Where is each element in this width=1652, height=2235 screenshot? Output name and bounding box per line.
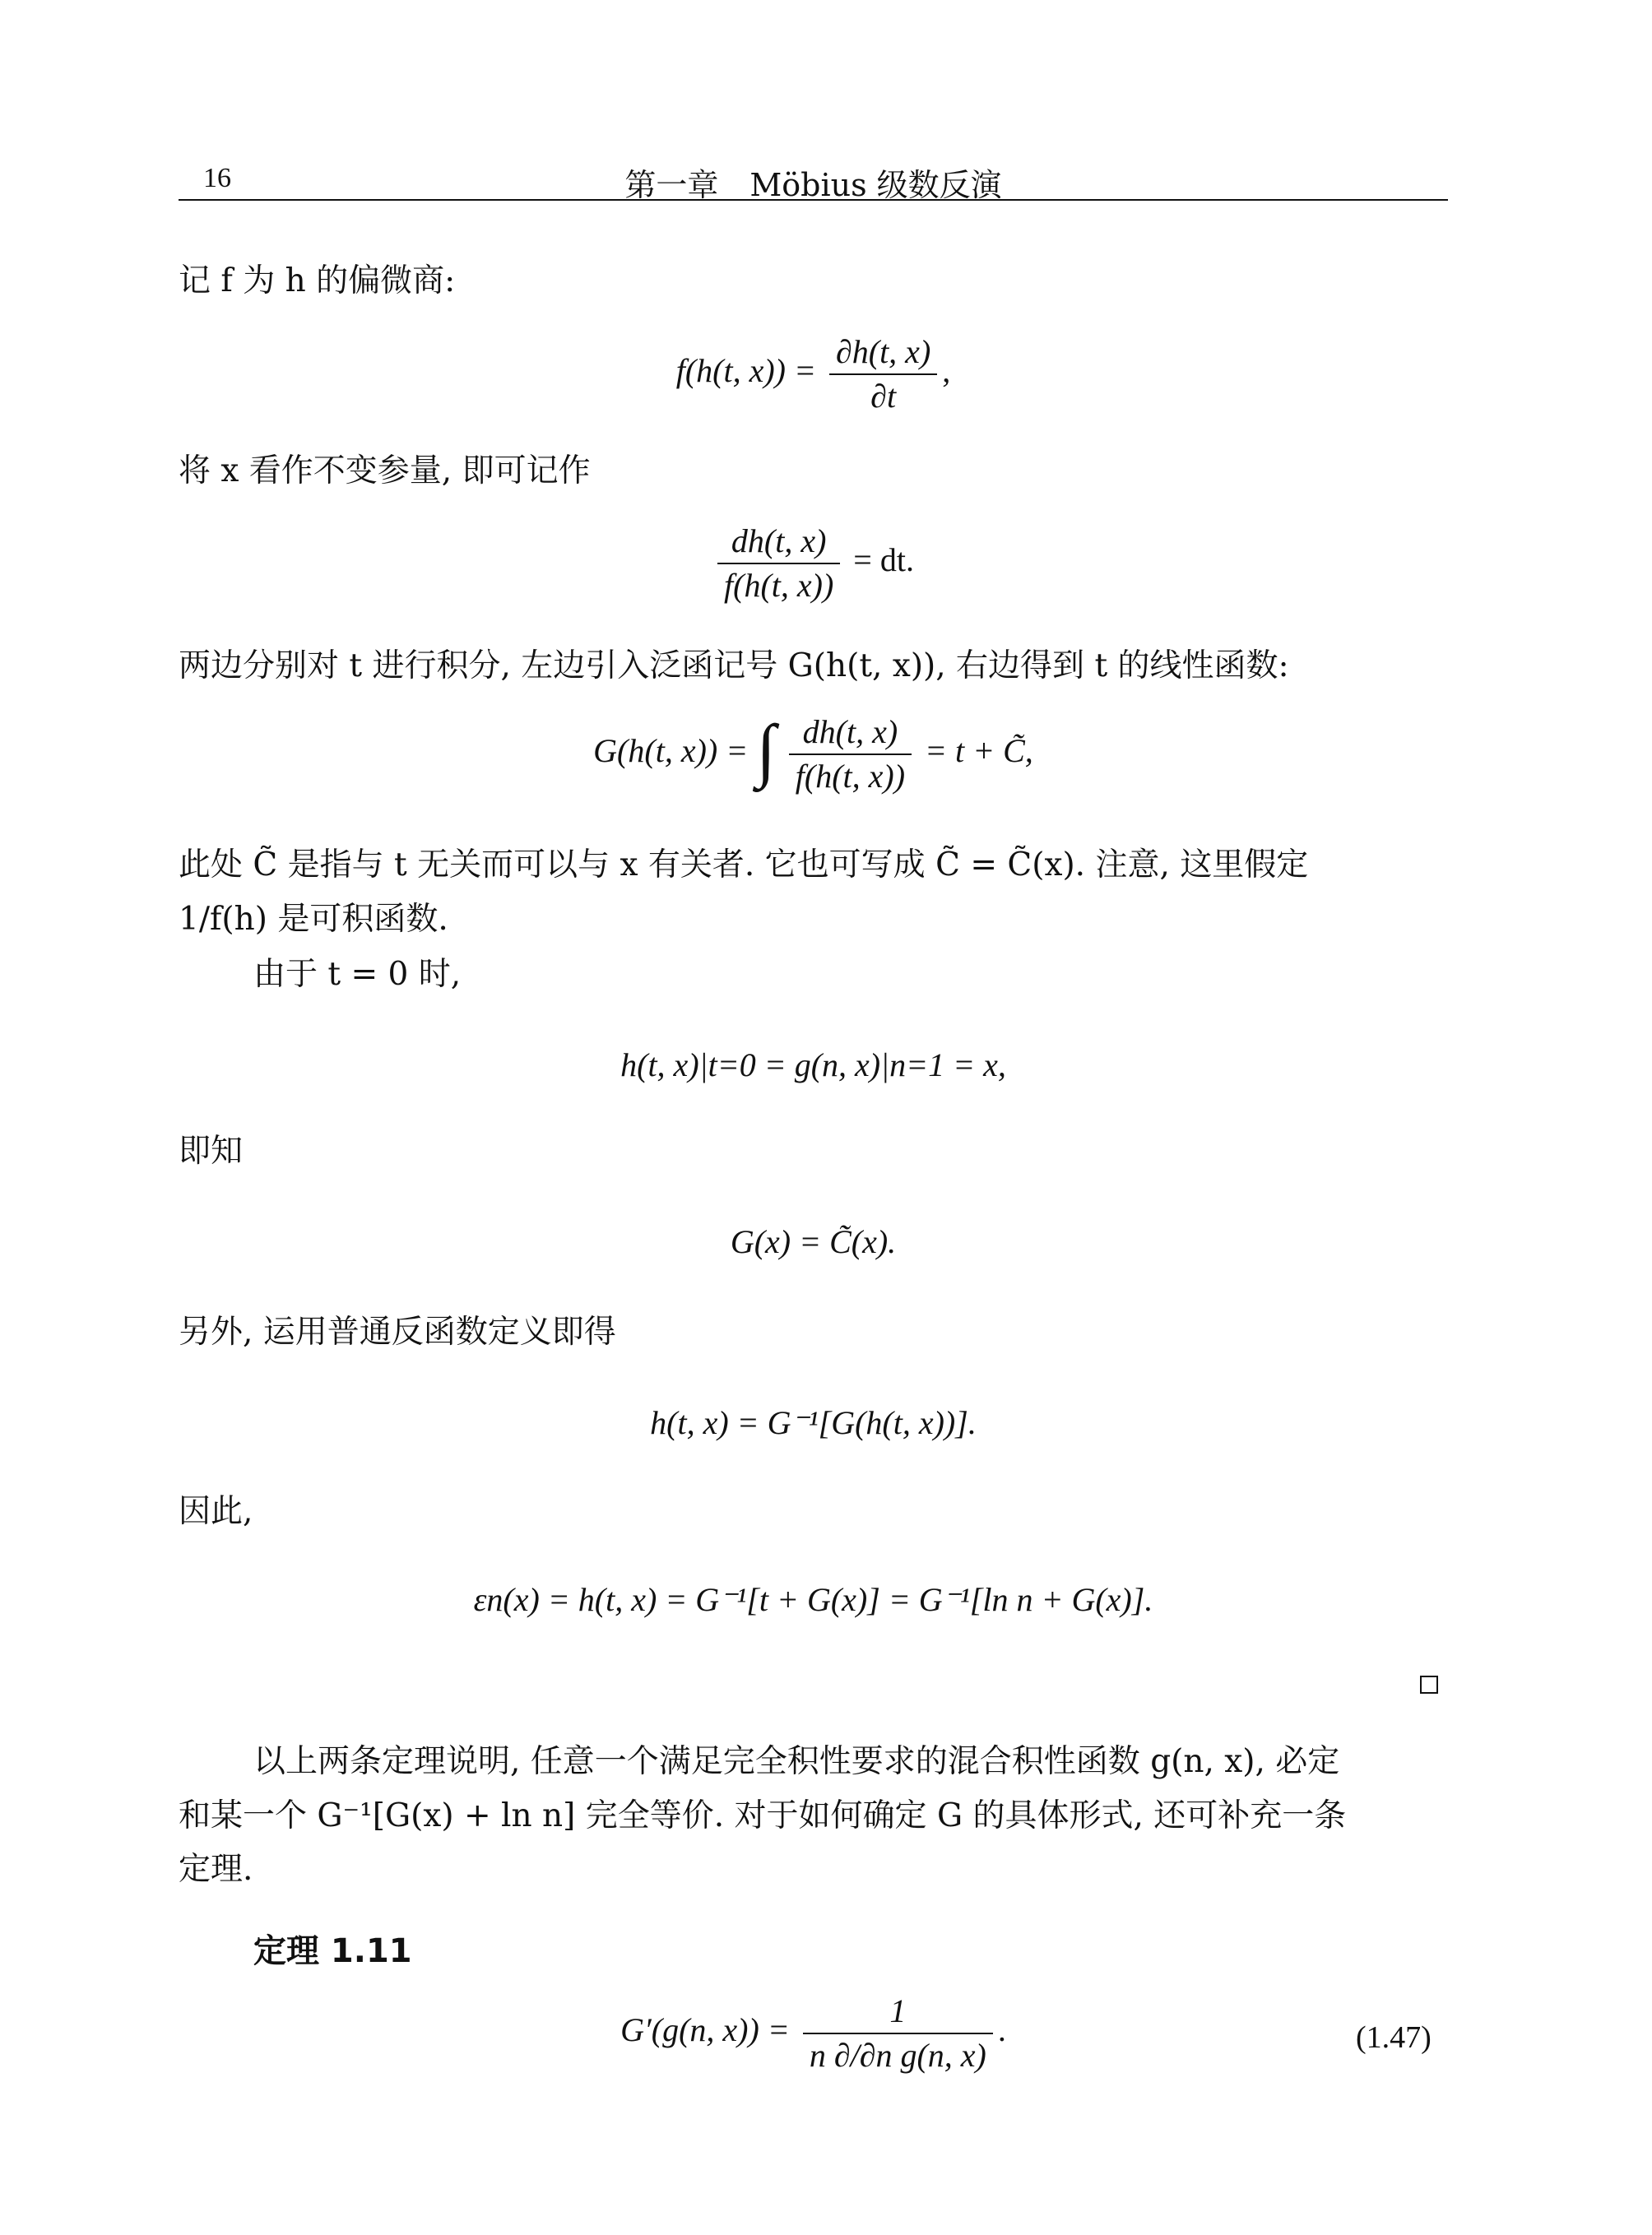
fraction-denominator: f(h(t, x)) bbox=[724, 567, 834, 604]
eq-tail: , bbox=[942, 352, 951, 390]
fraction-numerator: ∂h(t, x) bbox=[829, 336, 937, 375]
text-line: 即知 bbox=[179, 1133, 244, 1170]
integral-sign: ∫ bbox=[756, 710, 776, 789]
fraction bbox=[789, 713, 912, 795]
equation-initial-condition: h(t, x)|t=0 = g(n, x)|n=1 = x, bbox=[620, 1046, 1006, 1083]
text-line: 因此, bbox=[179, 1493, 253, 1530]
page-number: 16 bbox=[203, 163, 231, 193]
equation-epsilon: εn(x) = h(t, x) = G⁻¹[t + G(x)] = G⁻¹[ln n + G(x)]. bbox=[473, 1581, 1153, 1618]
fraction-numerator: 1 bbox=[803, 1995, 993, 2034]
fraction-denominator: n ∂/∂n g(n, x) bbox=[809, 2037, 986, 2074]
chapter-title: 第一章 Möbius 级数反演 bbox=[624, 167, 1002, 203]
text-line: 两边分别对 t 进行积分, 左边引入泛函记号 G(h(t, x)), 右边得到 t 的线性函数: bbox=[179, 647, 1289, 684]
header-rule bbox=[179, 199, 1448, 201]
eq-lhs: f(h(t, x)) = bbox=[675, 352, 816, 390]
text-line: 由于 t = 0 时, bbox=[253, 956, 462, 993]
fraction-numerator: dh(t, x) bbox=[717, 525, 840, 564]
eq-tail: = dt. bbox=[853, 541, 914, 579]
text-line: 1/f(h) 是可积函数. bbox=[179, 901, 448, 938]
equation-gx: G(x) = C̃(x). bbox=[730, 1223, 897, 1260]
paragraph-line: 以上两条定理说明, 任意一个满足完全积性要求的混合积性函数 g(n, x), 必定 bbox=[253, 1743, 1340, 1780]
fraction bbox=[717, 522, 840, 604]
paragraph-line: 和某一个 G⁻¹[G(x) + ln n] 完全等价. 对于如何确定 G 的具体形式, 还可补充一条 bbox=[179, 1797, 1347, 1834]
equation-inverse: h(t, x) = G⁻¹[G(h(t, x))]. bbox=[650, 1404, 977, 1441]
equation-differential bbox=[179, 522, 1448, 604]
eq-lhs: G′(g(n, x)) = bbox=[620, 2011, 790, 2049]
eq-tail: = t + C̃, bbox=[925, 732, 1033, 770]
equation-1-47 bbox=[179, 1992, 1448, 2074]
fraction-numerator: dh(t, x) bbox=[789, 716, 912, 755]
fraction bbox=[829, 333, 937, 415]
fraction-denominator: f(h(t, x)) bbox=[795, 758, 906, 795]
text-line: 此处 C̃ 是指与 t 无关而可以与 x 有关者. 它也可写成 C̃ = C̃(x). 注意, 这里假定 bbox=[179, 846, 1309, 883]
eq-lhs: G(h(t, x)) = bbox=[593, 732, 749, 770]
equation-integral bbox=[179, 710, 1448, 795]
qed-box bbox=[1420, 1676, 1438, 1694]
paragraph-line: 定理. bbox=[179, 1851, 253, 1888]
equation-partial-derivative bbox=[179, 333, 1448, 415]
theorem-title: 定理 1.11 bbox=[253, 1932, 412, 1970]
text-line: 将 x 看作不变参量, 即可记作 bbox=[179, 452, 591, 489]
eq-tail: . bbox=[997, 2011, 1006, 2049]
running-header bbox=[179, 158, 1448, 203]
fraction-denominator: ∂t bbox=[870, 378, 897, 415]
text-line: 另外, 运用普通反函数定义即得 bbox=[179, 1314, 616, 1351]
fraction bbox=[803, 1992, 993, 2074]
text-line: 记 f 为 h 的偏微商: bbox=[179, 262, 456, 299]
equation-number: (1.47) bbox=[1356, 2020, 1432, 2055]
